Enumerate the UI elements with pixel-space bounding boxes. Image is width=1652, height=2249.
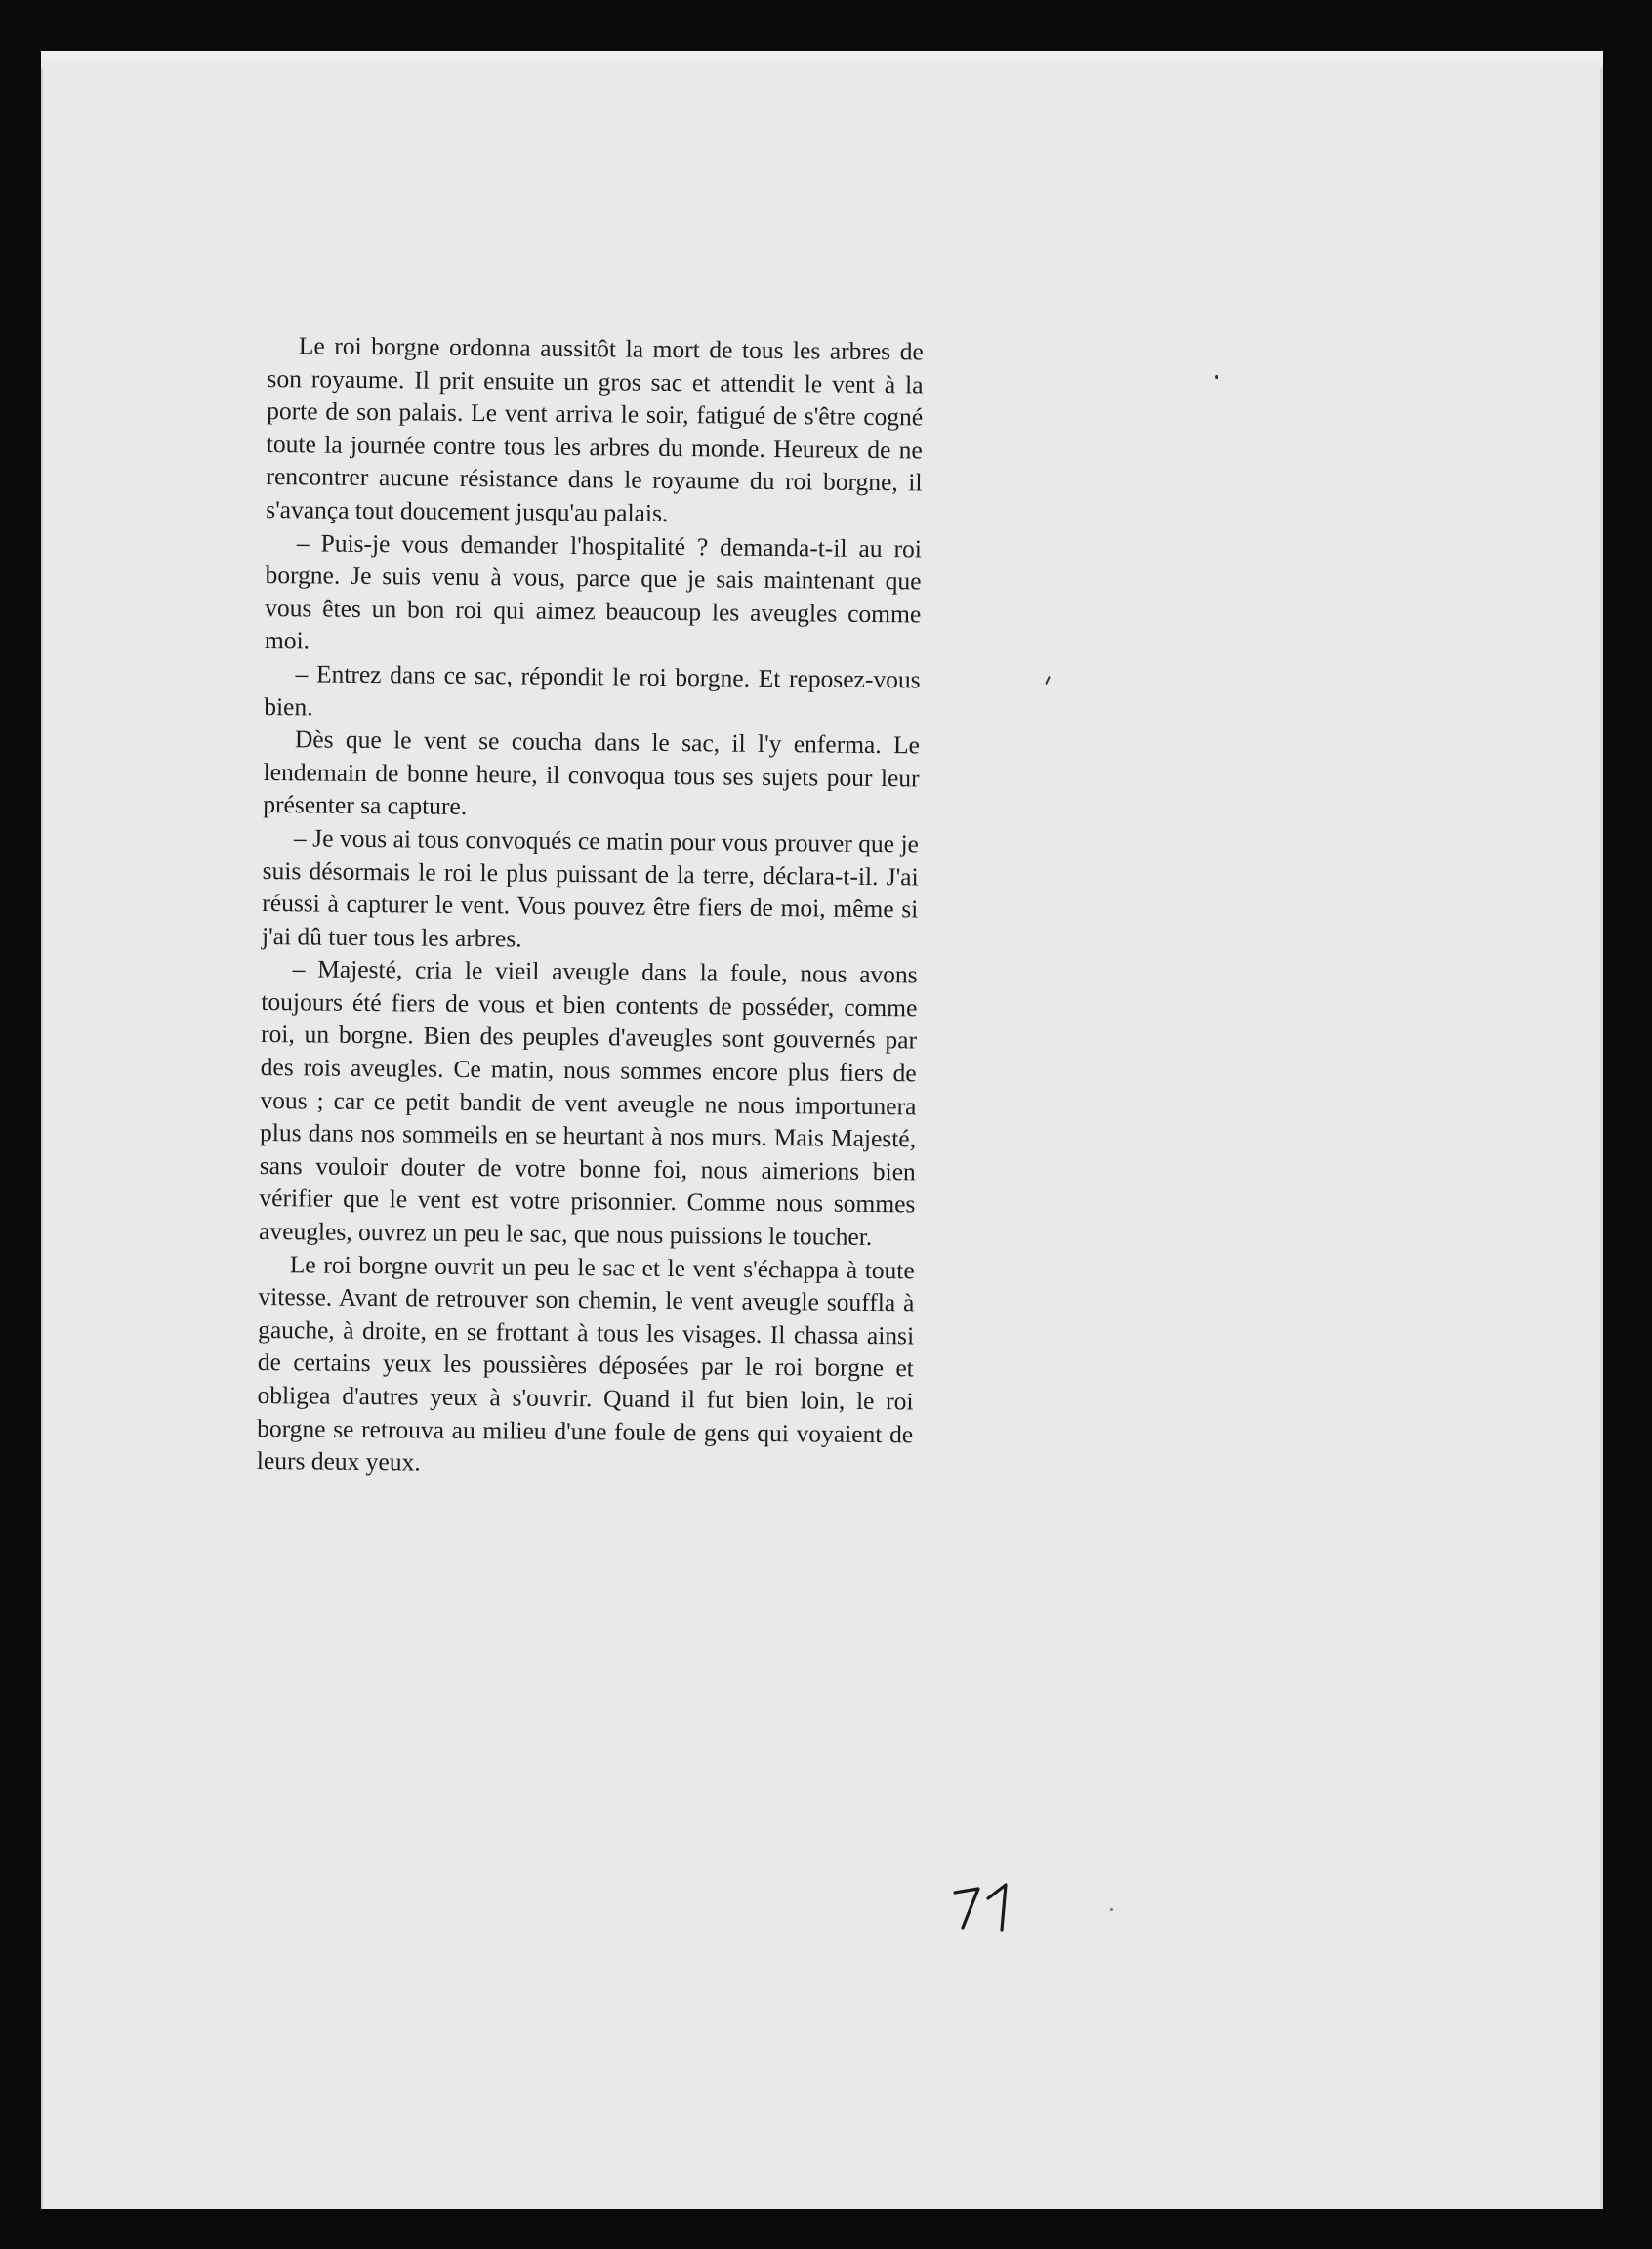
paragraph: – Puis-je vous demander l'hospitalité ? demanda-t-il au roi borgne. Je suis venu à vous, parce que je sais maintenant que vous êtes un bon roi qui aimez beaucoup les aveugles comme moi. [264,527,923,655]
dust-speck [1110,1908,1113,1911]
paragraph: Dès que le vent se coucha dans le sac, il l'y enferma. Le lendemain de bonne heure, il convoqua tous ses sujets pour leur présenter sa capture. [263,725,921,821]
dust-speck [1215,375,1218,379]
paragraph: Le roi borgne ouvrit un peu le sac et le vent s'échappa à toute vitesse. Avant de retrouver son chemin, le vent aveugle souffla à gauche, à droite, en se frottant à tous les visages. Il chassa ainsi de certains yeux les poussières déposées par le roi borgne et obligea d'autres yeux à s'ouvrir. Quand il fut bien loin, le roi borgne se retrouva au milieu d'une foule de gens qui voyaient de leurs deux yeux. [256,1249,915,1477]
paragraph: – Entrez dans ce sac, répondit le roi borgne. Et reposez-vous bien. [264,659,921,721]
dust-speck [1045,676,1051,685]
story-text [257,329,924,1483]
paragraph: Le roi borgne ordonna aussitôt la mort de tous les arbres de son royaume. Il prit ensuite un gros sac et attendit le vent à la porte de son palais. Le vent arriva le soir, fatigué de s'être cogné toute la journée contre tous les arbres du monde. Heureux de ne rencontrer aucune résistance dans le royaume du roi borgne, il s'avança tout doucement jusqu'au palais. [266,331,924,527]
page-top-edge [41,51,1603,68]
paragraph: – Je vous ai tous convoqués ce matin pour vous prouver que je suis désormais le roi le plus puissant de la terre, déclara-t-il. J'ai réussi à capturer le vent. Vous pouvez être fiers de moi, même si j'ai dû tuer tous les arbres. [261,823,920,953]
handwritten-page-number [949,1879,1037,1937]
paragraph: – Majesté, cria le vieil aveugle dans la foule, nous avons toujours été fiers de vous et bien contents de posséder, comme roi, un borgne. Bien des peuples d'aveugles sont gouvernés par des rois aveugles. Ce matin, nous sommes encore plus fiers de vous ; car ce petit bandit de vent aveugle ne nous importunera plus dans nos sommeils en se heurtant à nos murs. Mais Majesté, sans vouloir douter de votre bonne foi, nous aimerions bien vérifier que le vent est votre prisonnier. Comme nous sommes aveugles, ouvrez un peu le sac, que nous puissions le toucher. [258,954,918,1252]
document-page [41,51,1603,2209]
